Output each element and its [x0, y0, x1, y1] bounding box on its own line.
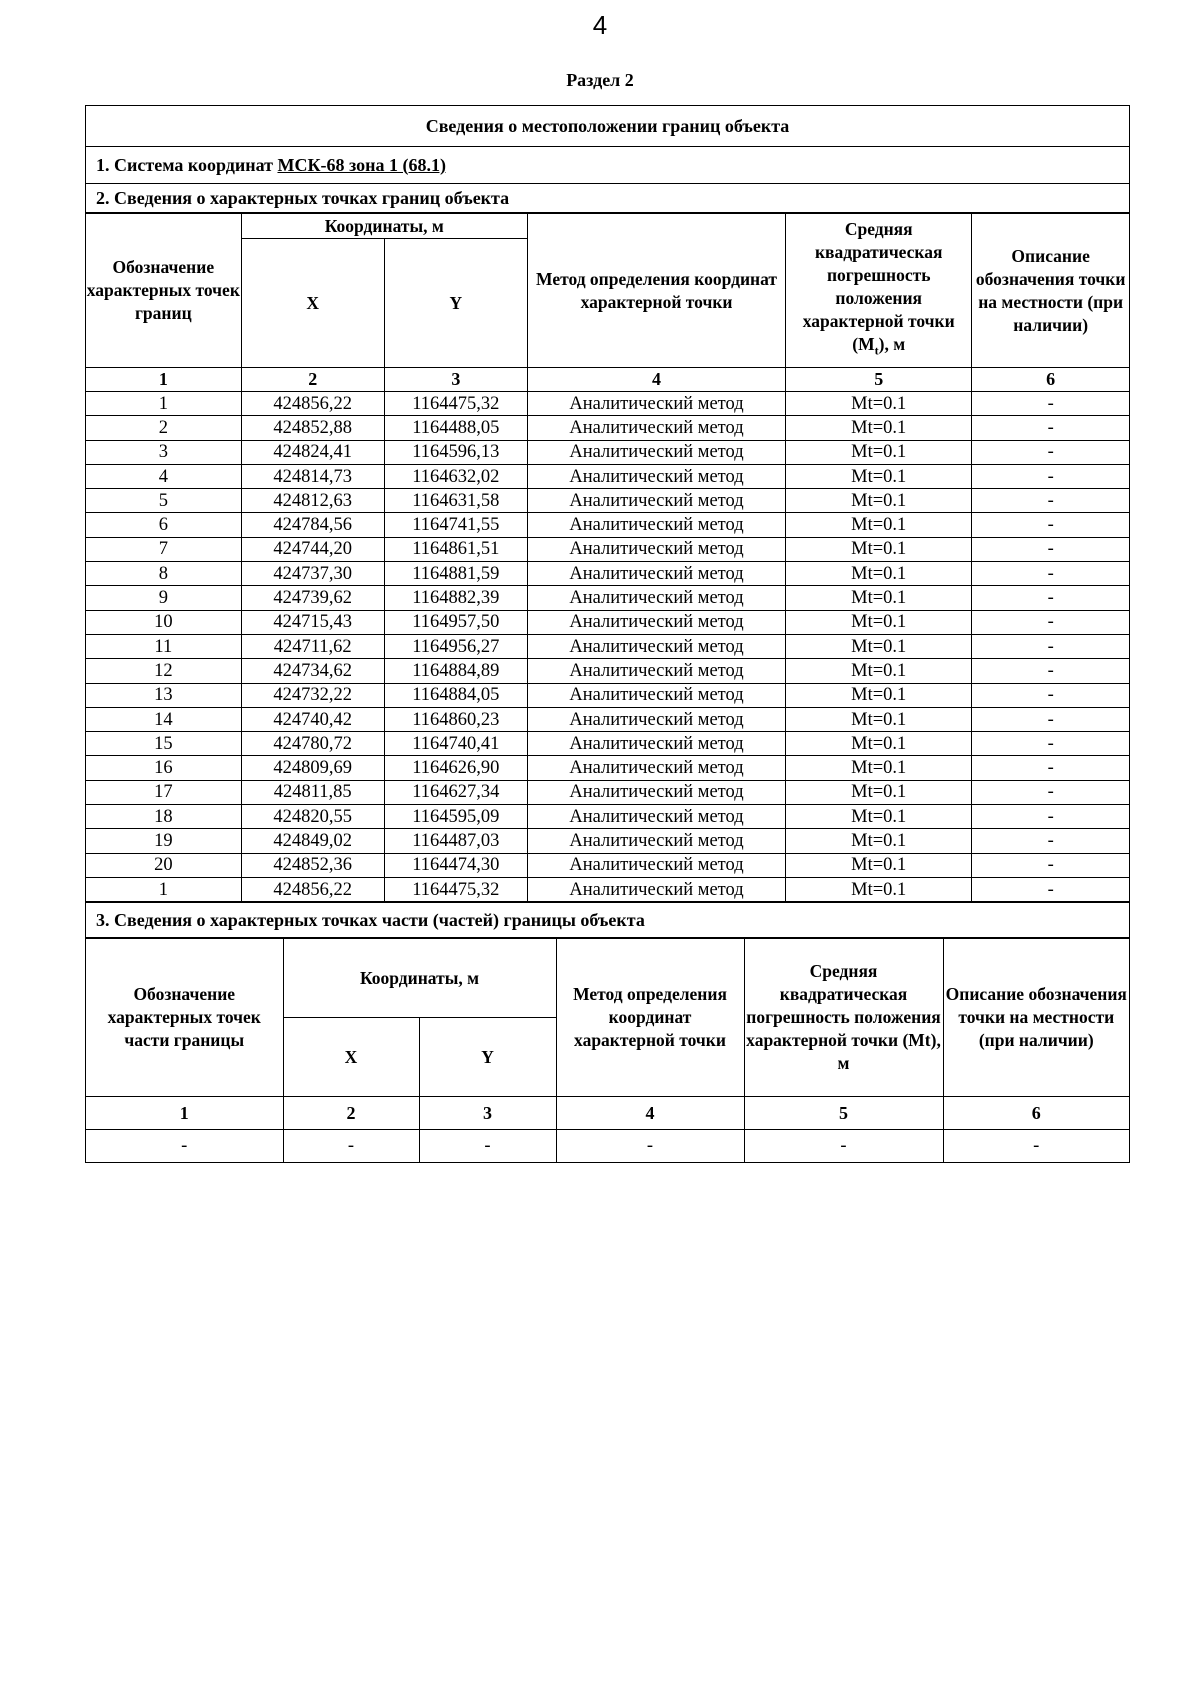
- method-cell: Аналитический метод: [527, 513, 785, 537]
- table-row: [86, 416, 1129, 440]
- x-coordinate-cell: 424811,85: [241, 780, 384, 804]
- method-cell: Аналитический метод: [527, 464, 785, 488]
- y-coordinate-cell: 1164488,05: [384, 416, 527, 440]
- error-cell: Mt=0.1: [786, 586, 972, 610]
- y-coordinate-cell: 1164474,30: [384, 853, 527, 877]
- y-coordinate-cell: 1164882,39: [384, 586, 527, 610]
- header-coords: Координаты, м: [241, 214, 527, 239]
- y-coordinate-cell: -: [419, 1130, 556, 1163]
- parts-header-y: Y: [419, 1018, 556, 1097]
- y-coordinate-cell: 1164881,59: [384, 562, 527, 586]
- coord-system-row: [86, 147, 1129, 184]
- coord-system-label: 1. Система координат: [96, 154, 273, 175]
- method-cell: Аналитический метод: [527, 853, 785, 877]
- method-cell: Аналитический метод: [527, 489, 785, 513]
- point-number-cell: 5: [86, 489, 241, 513]
- method-cell: Аналитический метод: [527, 610, 785, 634]
- column-number: 2: [241, 368, 384, 392]
- method-cell: Аналитический метод: [527, 586, 785, 610]
- x-coordinate-cell: 424780,72: [241, 732, 384, 756]
- description-cell: -: [972, 392, 1129, 416]
- x-coordinate-cell: 424739,62: [241, 586, 384, 610]
- column-number: 3: [384, 368, 527, 392]
- point-number-cell: 19: [86, 829, 241, 853]
- error-cell: Mt=0.1: [786, 707, 972, 731]
- table-row: [86, 732, 1129, 756]
- description-cell: -: [972, 853, 1129, 877]
- error-cell: -: [744, 1130, 943, 1163]
- column-number: 4: [556, 1097, 744, 1130]
- method-cell: Аналитический метод: [527, 707, 785, 731]
- point-number-cell: 9: [86, 586, 241, 610]
- description-cell: -: [972, 805, 1129, 829]
- header-error-sub: t: [874, 343, 879, 358]
- table-title: Сведения о местоположении границ объекта: [86, 106, 1129, 147]
- error-cell: Mt=0.1: [786, 513, 972, 537]
- y-coordinate-cell: 1164956,27: [384, 634, 527, 658]
- method-cell: Аналитический метод: [527, 805, 785, 829]
- point-number-cell: 8: [86, 562, 241, 586]
- method-cell: Аналитический метод: [527, 416, 785, 440]
- point-number-cell: 16: [86, 756, 241, 780]
- x-coordinate-cell: 424734,62: [241, 659, 384, 683]
- description-cell: -: [943, 1130, 1129, 1163]
- point-number-cell: 2: [86, 416, 241, 440]
- description-cell: -: [972, 489, 1129, 513]
- description-cell: -: [972, 634, 1129, 658]
- error-cell: Mt=0.1: [786, 562, 972, 586]
- parts-header-method: Метод определения координат характерной точки: [556, 939, 744, 1097]
- y-coordinate-cell: 1164884,89: [384, 659, 527, 683]
- error-cell: Mt=0.1: [786, 610, 972, 634]
- description-cell: -: [972, 440, 1129, 464]
- y-coordinate-cell: 1164595,09: [384, 805, 527, 829]
- x-coordinate-cell: 424814,73: [241, 464, 384, 488]
- point-number-cell: 1: [86, 392, 241, 416]
- parts-header-x: X: [283, 1018, 419, 1097]
- column-number: 4: [527, 368, 785, 392]
- error-cell: Mt=0.1: [786, 464, 972, 488]
- point-number-cell: -: [86, 1130, 283, 1163]
- x-coordinate-cell: 424849,02: [241, 829, 384, 853]
- error-cell: Mt=0.1: [786, 877, 972, 901]
- y-coordinate-cell: 1164631,58: [384, 489, 527, 513]
- points-table: [86, 213, 1129, 902]
- y-coordinate-cell: 1164861,51: [384, 537, 527, 561]
- x-coordinate-cell: 424856,22: [241, 392, 384, 416]
- method-cell: Аналитический метод: [527, 537, 785, 561]
- header-description: Описание обозначения точки на местности (при наличии): [972, 214, 1129, 368]
- method-cell: -: [556, 1130, 744, 1163]
- method-cell: Аналитический метод: [527, 562, 785, 586]
- table-row: [86, 877, 1129, 901]
- y-coordinate-cell: 1164475,32: [384, 392, 527, 416]
- error-cell: Mt=0.1: [786, 732, 972, 756]
- description-cell: -: [972, 780, 1129, 804]
- description-cell: -: [972, 829, 1129, 853]
- method-cell: Аналитический метод: [527, 440, 785, 464]
- x-coordinate-cell: 424711,62: [241, 634, 384, 658]
- coord-system-value: МСК-68 зона 1 (68.1): [277, 154, 446, 175]
- error-cell: Mt=0.1: [786, 489, 972, 513]
- point-number-cell: 12: [86, 659, 241, 683]
- description-cell: -: [972, 732, 1129, 756]
- column-number: 5: [744, 1097, 943, 1130]
- header-error-tail: ), м: [878, 334, 906, 355]
- method-cell: Аналитический метод: [527, 683, 785, 707]
- error-cell: Mt=0.1: [786, 440, 972, 464]
- method-cell: Аналитический метод: [527, 877, 785, 901]
- method-cell: Аналитический метод: [527, 659, 785, 683]
- header-x: X: [241, 239, 384, 368]
- y-coordinate-cell: 1164860,23: [384, 707, 527, 731]
- point-number-cell: 4: [86, 464, 241, 488]
- error-cell: Mt=0.1: [786, 634, 972, 658]
- parts-table-body: [86, 1130, 1129, 1163]
- column-number-row: [86, 368, 1129, 392]
- table-row: [86, 805, 1129, 829]
- point-number-cell: 18: [86, 805, 241, 829]
- points-table-body: [86, 392, 1129, 902]
- x-coordinate-cell: 424809,69: [241, 756, 384, 780]
- table-row: [86, 440, 1129, 464]
- description-cell: -: [972, 464, 1129, 488]
- error-cell: Mt=0.1: [786, 756, 972, 780]
- point-number-cell: 15: [86, 732, 241, 756]
- table-row: [86, 392, 1129, 416]
- table-row: [86, 464, 1129, 488]
- point-number-cell: 10: [86, 610, 241, 634]
- parts-header-designation: Обозначение характерных точек части границы: [86, 939, 283, 1097]
- section-title: Раздел 2: [566, 70, 634, 90]
- table-row: [86, 634, 1129, 658]
- table-row: [86, 756, 1129, 780]
- x-coordinate-cell: 424740,42: [241, 707, 384, 731]
- point-number-cell: 17: [86, 780, 241, 804]
- error-cell: Mt=0.1: [786, 805, 972, 829]
- x-coordinate-cell: 424784,56: [241, 513, 384, 537]
- description-cell: -: [972, 416, 1129, 440]
- error-cell: Mt=0.1: [786, 683, 972, 707]
- header-error-main: Средняя квадратическая погрешность положения характерной точки (M: [802, 219, 955, 355]
- y-coordinate-cell: 1164487,03: [384, 829, 527, 853]
- table-row: [86, 1130, 1129, 1163]
- x-coordinate-cell: 424852,88: [241, 416, 384, 440]
- column-number: 5: [786, 368, 972, 392]
- error-cell: Mt=0.1: [786, 537, 972, 561]
- error-cell: Mt=0.1: [786, 780, 972, 804]
- column-number: 1: [86, 368, 241, 392]
- y-coordinate-cell: 1164475,32: [384, 877, 527, 901]
- y-coordinate-cell: 1164596,13: [384, 440, 527, 464]
- header-designation: Обозначение характерных точек границ: [86, 214, 241, 368]
- x-coordinate-cell: 424737,30: [241, 562, 384, 586]
- table-row: [86, 780, 1129, 804]
- column-number: 2: [283, 1097, 419, 1130]
- error-cell: Mt=0.1: [786, 659, 972, 683]
- y-coordinate-cell: 1164884,05: [384, 683, 527, 707]
- parts-column-number-row: [86, 1097, 1129, 1130]
- error-cell: Mt=0.1: [786, 829, 972, 853]
- parts-header-error: Средняя квадратическая погрешность положения характерной точки (Mt), м: [744, 939, 943, 1097]
- description-cell: -: [972, 513, 1129, 537]
- header-method: Метод определения координат характерной точки: [527, 214, 785, 368]
- table-row: [86, 489, 1129, 513]
- y-coordinate-cell: 1164626,90: [384, 756, 527, 780]
- error-cell: Mt=0.1: [786, 853, 972, 877]
- parts-table: [86, 938, 1129, 1162]
- column-number: 6: [972, 368, 1129, 392]
- parts-header-description: Описание обозначения точки на местности (при наличии): [943, 939, 1129, 1097]
- method-cell: Аналитический метод: [527, 634, 785, 658]
- method-cell: Аналитический метод: [527, 392, 785, 416]
- table-row: [86, 610, 1129, 634]
- column-number: 3: [419, 1097, 556, 1130]
- x-coordinate-cell: 424820,55: [241, 805, 384, 829]
- description-cell: -: [972, 562, 1129, 586]
- column-number: 1: [86, 1097, 283, 1130]
- parts-title-table: [86, 902, 1129, 938]
- header-table: [86, 106, 1129, 213]
- y-coordinate-cell: 1164741,55: [384, 513, 527, 537]
- point-number-cell: 11: [86, 634, 241, 658]
- point-number-cell: 14: [86, 707, 241, 731]
- parts-header-coords: Координаты, м: [283, 939, 556, 1018]
- error-cell: Mt=0.1: [786, 392, 972, 416]
- method-cell: Аналитический метод: [527, 732, 785, 756]
- x-coordinate-cell: 424732,22: [241, 683, 384, 707]
- table-row: [86, 853, 1129, 877]
- table-row: [86, 829, 1129, 853]
- column-number: 6: [943, 1097, 1129, 1130]
- table-row: [86, 707, 1129, 731]
- y-coordinate-cell: 1164957,50: [384, 610, 527, 634]
- x-coordinate-cell: 424744,20: [241, 537, 384, 561]
- points-section-title: 2. Сведения о характерных точках границ объекта: [86, 184, 1129, 213]
- header-error: [786, 214, 972, 368]
- x-coordinate-cell: 424824,41: [241, 440, 384, 464]
- y-coordinate-cell: 1164627,34: [384, 780, 527, 804]
- table-row: [86, 537, 1129, 561]
- method-cell: Аналитический метод: [527, 829, 785, 853]
- error-cell: Mt=0.1: [786, 416, 972, 440]
- table-row: [86, 562, 1129, 586]
- description-cell: -: [972, 537, 1129, 561]
- point-number-cell: 13: [86, 683, 241, 707]
- description-cell: -: [972, 877, 1129, 901]
- description-cell: -: [972, 659, 1129, 683]
- header-y: Y: [384, 239, 527, 368]
- description-cell: -: [972, 610, 1129, 634]
- page-number: 4: [592, 10, 608, 40]
- point-number-cell: 3: [86, 440, 241, 464]
- description-cell: -: [972, 683, 1129, 707]
- x-coordinate-cell: 424812,63: [241, 489, 384, 513]
- x-coordinate-cell: -: [283, 1130, 419, 1163]
- point-number-cell: 6: [86, 513, 241, 537]
- point-number-cell: 7: [86, 537, 241, 561]
- y-coordinate-cell: 1164632,02: [384, 464, 527, 488]
- method-cell: Аналитический метод: [527, 756, 785, 780]
- table-row: [86, 683, 1129, 707]
- y-coordinate-cell: 1164740,41: [384, 732, 527, 756]
- table-row: [86, 586, 1129, 610]
- x-coordinate-cell: 424852,36: [241, 853, 384, 877]
- table-row: [86, 513, 1129, 537]
- boundary-info-frame: [85, 105, 1130, 1163]
- table-row: [86, 659, 1129, 683]
- x-coordinate-cell: 424715,43: [241, 610, 384, 634]
- x-coordinate-cell: 424856,22: [241, 877, 384, 901]
- parts-section-title: 3. Сведения о характерных точках части (частей) границы объекта: [86, 903, 1129, 938]
- description-cell: -: [972, 707, 1129, 731]
- method-cell: Аналитический метод: [527, 780, 785, 804]
- description-cell: -: [972, 756, 1129, 780]
- point-number-cell: 20: [86, 853, 241, 877]
- description-cell: -: [972, 586, 1129, 610]
- point-number-cell: 1: [86, 877, 241, 901]
